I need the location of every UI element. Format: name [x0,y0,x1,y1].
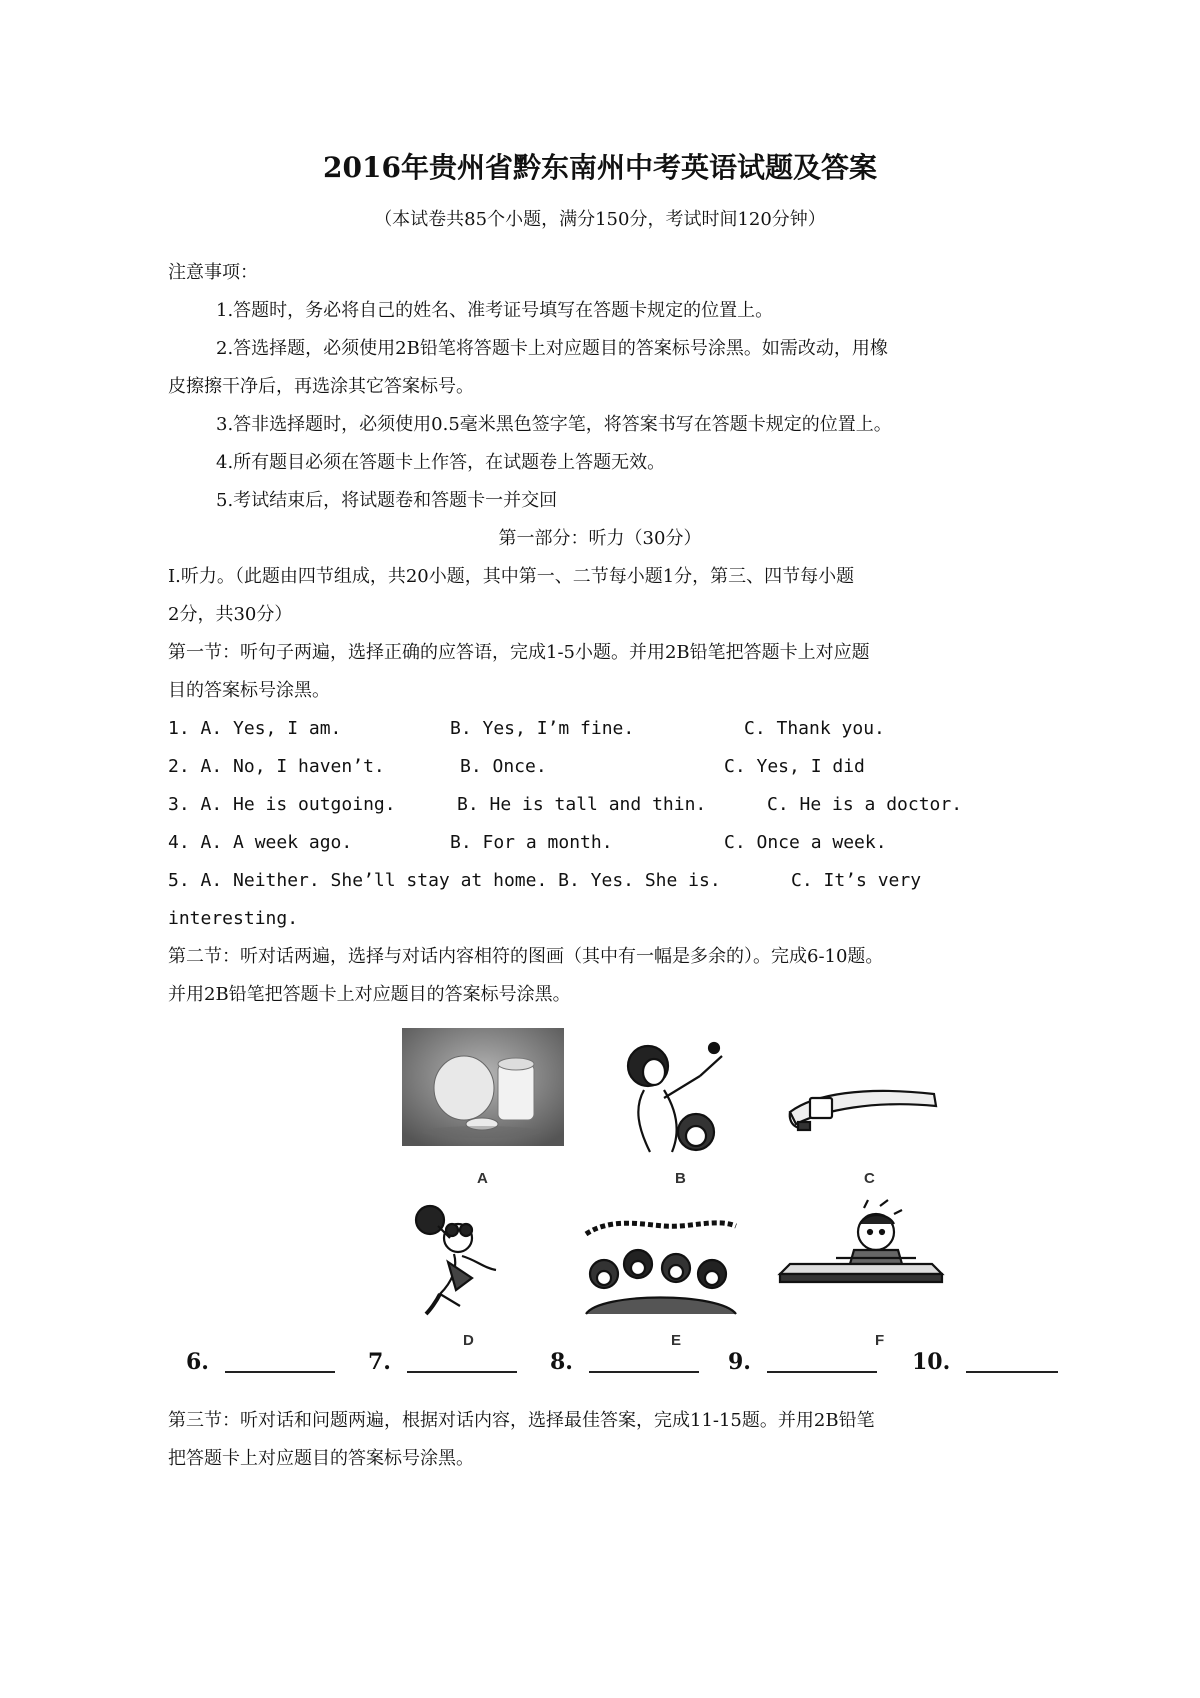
section3-intro: 把答题卡上对应题目的答案标号涂黑。 [168,1448,474,1469]
section2-intro: 第二节：听对话两遍，选择与对话内容相符的图画（其中有一幅是多余的）。完成6-10题。 [168,946,884,967]
exam-info: （本试卷共85个小题，满分150分，考试时间120分钟） [374,209,826,230]
section2-intro: 并用2B铅笔把答题卡上对应题目的答案标号涂黑。 [168,984,571,1005]
picture-c-label: C [864,1170,875,1187]
question-2-option-a: 2. A. No, I haven’t. [168,756,385,777]
page-title: 2016年贵州省黔东南州中考英语试题及答案 [323,151,877,184]
part-heading: 第一部分：听力（30分） [498,528,702,549]
picture-f-boy-at-desk [776,1198,946,1298]
picture-d-label: D [463,1332,474,1349]
blank-number: 6. [186,1349,209,1375]
section1-intro: 第一节：听句子两遍，选择正确的应答语，完成1-5小题。并用2B铅笔把答题卡上对应题 [168,642,870,663]
picture-b-label: B [675,1170,686,1187]
picture-e-crowd-celebrating [580,1208,740,1318]
question-2-option-b: B. Once. [460,756,547,777]
notice-item: 3.答非选择题时，必须使用0.5毫米黑色签字笔，将答案书写在答题卡规定的位置上。 [216,414,892,435]
question-3-option-a: 3. A. He is outgoing. [168,794,396,815]
notice-item: 1.答题时，务必将自己的姓名、准考证号填写在答题卡规定的位置上。 [216,300,774,321]
notice-item: 5.考试结束后，将试题卷和答题卡一并交回 [216,490,558,511]
picture-a-milk-cups [402,1028,564,1146]
answer-blank-6[interactable] [186,1348,335,1376]
question-3-option-c: C. He is a doctor. [767,794,963,815]
picture-d-person-with-ball [400,1198,520,1318]
question-4-option-a: 4. A. A week ago. [168,832,353,853]
picture-f-label: F [875,1332,885,1349]
section-instructions: Ⅰ.听力。（此题由四节组成，共20小题，其中第一、二节每小题1分，第三、四节每小题 [168,566,855,587]
picture-a-label: A [477,1170,488,1187]
picture-c-belt [784,1076,944,1146]
answer-blank-10[interactable] [912,1348,1058,1376]
question-1-option-a: 1. A. Yes, I am. [168,718,342,739]
notice-item: 皮擦擦干净后，再选涂其它答案标号。 [168,376,474,397]
question-5-options-ab: 5. A. Neither. She’ll stay at home. B. Yes. She is. [168,870,721,891]
blank-number: 10. [912,1349,951,1375]
section1-intro: 目的答案标号涂黑。 [168,680,330,701]
answer-blank-7[interactable] [368,1348,517,1376]
blank-number: 8. [550,1349,573,1375]
picture-b-singer [604,1028,736,1156]
answer-blank-9[interactable] [728,1348,877,1376]
question-1-option-c: C. Thank you. [744,718,885,739]
notice-heading: 注意事项： [168,262,258,283]
question-3-option-b: B. He is tall and thin. [457,794,707,815]
notice-item: 2.答选择题，必须使用2B铅笔将答题卡上对应题目的答案标号涂黑。如需改动，用橡 [216,338,888,359]
blank-number: 9. [728,1349,751,1375]
question-5-option-c: C. It’s very [791,870,922,891]
question-4-option-b: B. For a month. [450,832,613,853]
section3-intro: 第三节：听对话和问题两遍，根据对话内容，选择最佳答案，完成11-15题。并用2B铅笔 [168,1410,875,1431]
question-5-option-c-cont: interesting. [168,908,299,929]
section-instructions: 2分，共30分） [168,604,293,625]
question-4-option-c: C. Once a week. [724,832,887,853]
question-2-option-c: C. Yes, I did [724,756,865,777]
answer-blank-8[interactable] [550,1348,699,1376]
picture-e-label: E [671,1332,682,1349]
blank-number: 7. [368,1349,391,1375]
notice-item: 4.所有题目必须在答题卡上作答，在试题卷上答题无效。 [216,452,666,473]
question-1-option-b: B. Yes, I’m fine. [450,718,635,739]
